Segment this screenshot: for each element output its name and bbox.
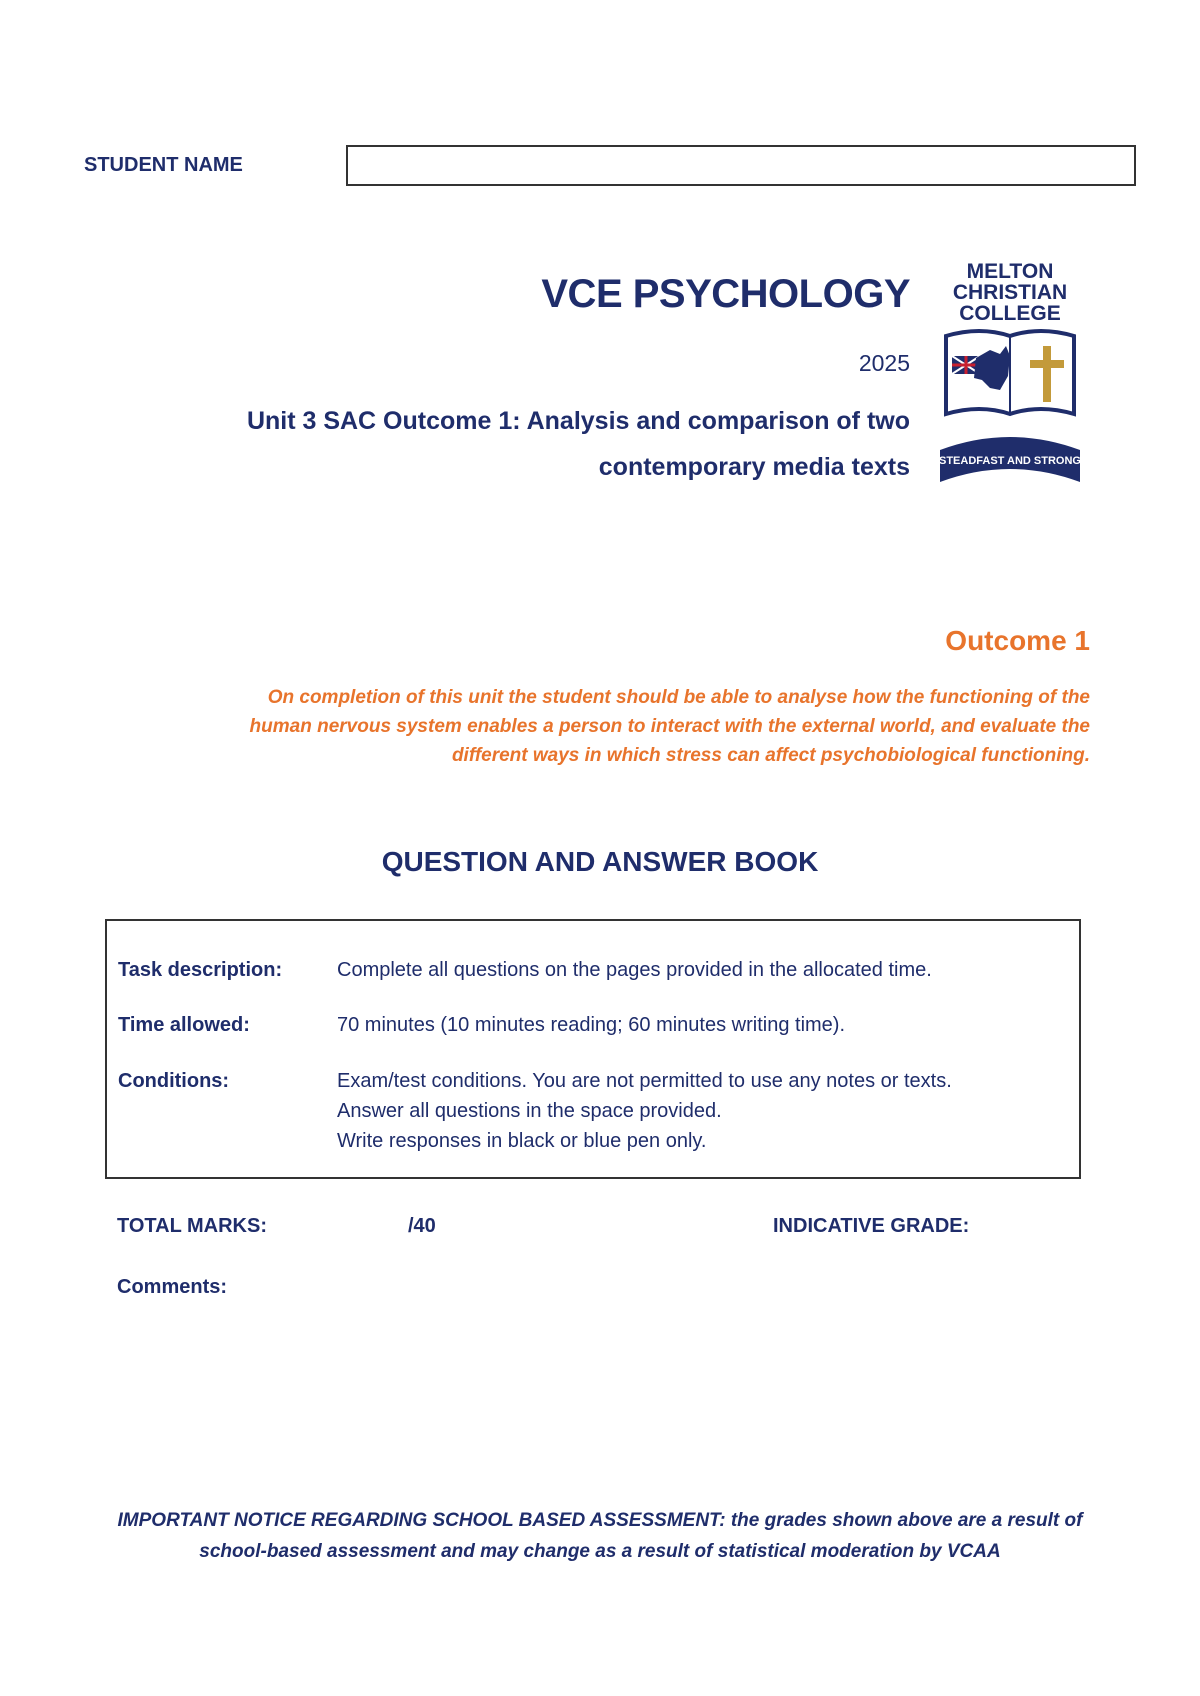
school-logo [930, 238, 1090, 528]
outcome-description [130, 683, 1090, 770]
unit-subtitle-line-1: Unit 3 SAC Outcome 1: Analysis and comparison of two [246, 407, 910, 435]
conditions-line-3: Write responses in black or blue pen only. [337, 1130, 707, 1152]
notice-line-1: IMPORTANT NOTICE REGARDING SCHOOL BASED ASSESSMENT: the grades shown above are a result of [117, 1510, 1083, 1531]
conditions-value [337, 1066, 952, 1156]
indicative-grade-label: INDICATIVE GRADE: [773, 1215, 970, 1237]
comments-label: Comments: [117, 1276, 228, 1298]
unit-subtitle [190, 398, 910, 490]
year: 2025 [858, 350, 910, 376]
unit-subtitle-line-2: contemporary media texts [598, 453, 910, 481]
time-allowed-value: 70 minutes (10 minutes reading; 60 minutes writing time). [337, 1014, 846, 1036]
task-details-box [105, 919, 1081, 1179]
cross-icon [1043, 346, 1051, 402]
logo-text-line-2: CHRISTIAN [952, 281, 1068, 304]
total-marks-label: TOTAL MARKS: [117, 1215, 267, 1237]
logo-text-line-3: COLLEGE [959, 302, 1061, 325]
conditions-line-2: Answer all questions in the space provided. [337, 1100, 722, 1122]
task-description-label: Task description: [118, 959, 283, 981]
logo-motto: STEADFAST AND STRONG [939, 455, 1081, 467]
page-title: VCE PSYCHOLOGY [541, 272, 910, 316]
outcome-line-1: On completion of this unit the student should be able to analyse how the functioning of the [267, 687, 1090, 708]
notice-line-2: school-based assessment and may change as a result of statistical moderation by VCAA [199, 1541, 1001, 1562]
student-name-label: STUDENT NAME [84, 154, 243, 176]
outcome-line-2: human nervous system enables a person to interact with the external world, and evaluate the [249, 716, 1090, 737]
important-notice [100, 1505, 1100, 1567]
task-description-value: Complete all questions on the pages provided in the allocated time. [337, 959, 932, 981]
conditions-line-1: Exam/test conditions. You are not permitted to use any notes or texts. [337, 1070, 952, 1092]
logo-text-line-1: MELTON [966, 260, 1054, 283]
conditions-label: Conditions: [118, 1070, 230, 1092]
time-allowed-label: Time allowed: [118, 1014, 250, 1036]
student-name-field[interactable] [346, 145, 1136, 186]
total-marks-value: /40 [408, 1215, 436, 1237]
outcome-line-3: different ways in which stress can affect psychobiological functioning. [451, 745, 1090, 766]
outcome-title: Outcome 1 [945, 625, 1090, 656]
book-title: QUESTION AND ANSWER BOOK [381, 846, 819, 877]
